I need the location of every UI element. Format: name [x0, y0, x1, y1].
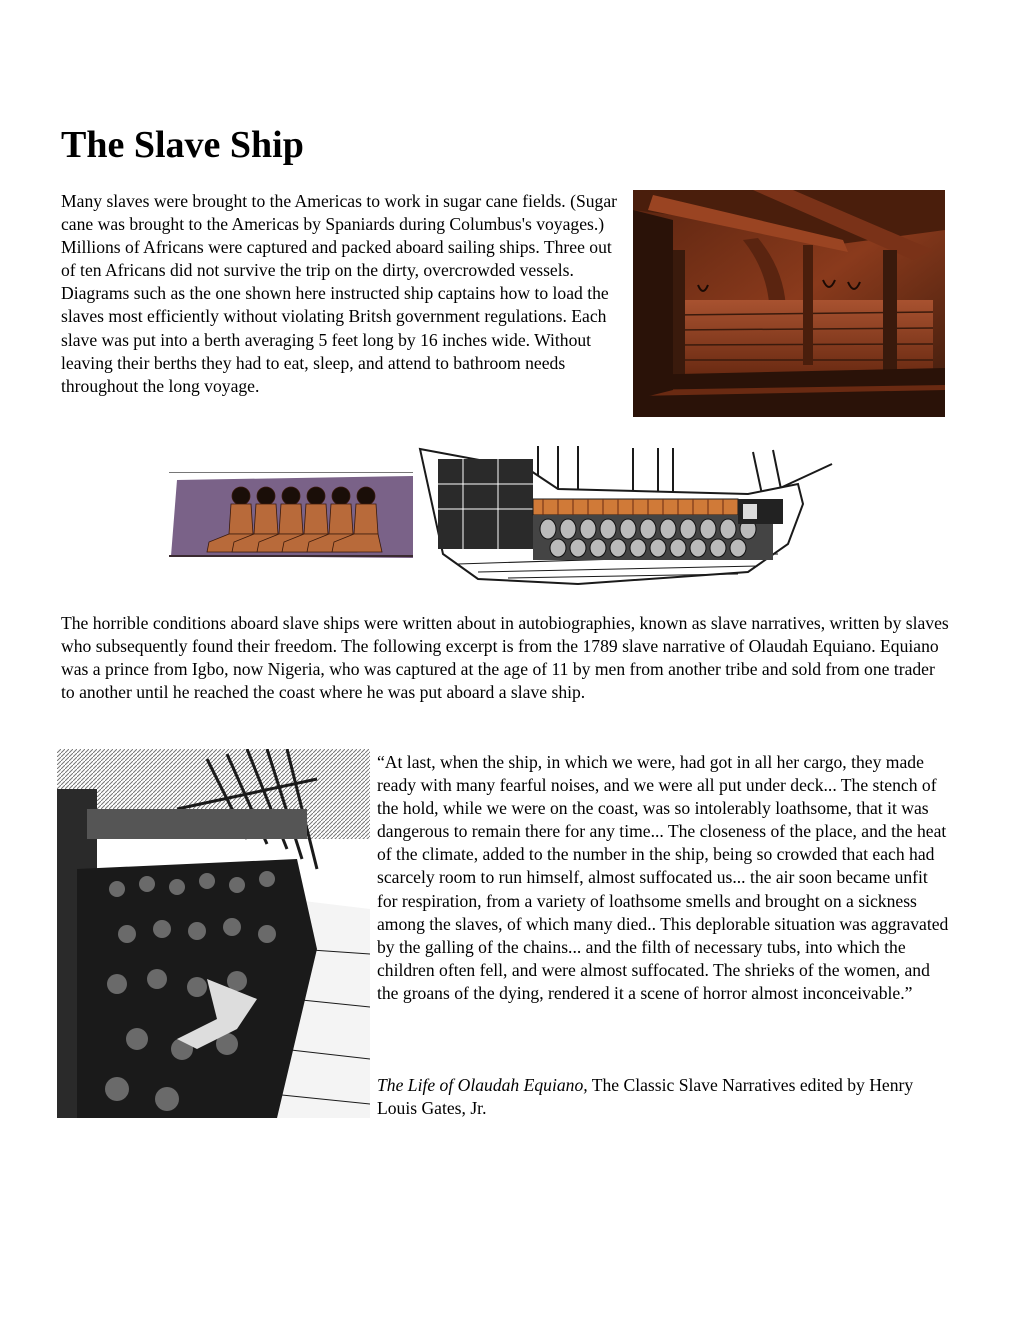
- quote-citation: [377, 1074, 951, 1120]
- page-title: The Slave Ship: [61, 124, 304, 166]
- ship-cross-section-diagram: [418, 444, 833, 588]
- equiano-quote: “At last, when the ship, in which we were, had got in all her cargo, they made ready with many fearful noises, and we were all put under deck... The stench of the hold, while we were on the coast, was so intolerably loathsome, that it was dangerous to remain there for any time... The closeness of the place, and the heat of the climate, added to the number in the ship, being so crowded that each had scarcely room to run himself, almost suffocated us... the air soon became unfit for respiration, from a variety of loathsome smells and brought on a sickness among the slaves, of which many died.. This deplorable situation was aggravated by the galling of the chains... and the filth of necessary tubs, into which the children often fell, and were almost suffocated. The shrieks of the women, and the groans of the dying, rendered it a scene of horror almost inconceivable.”: [377, 752, 949, 1003]
- ship-hold-photo: [633, 190, 945, 417]
- slave-deck-engraving: [57, 749, 370, 1118]
- citation-source: The Classic Slave Narratives edited by Henry Louis Gates, Jr.: [377, 1075, 914, 1119]
- intro-paragraph: Many slaves were brought to the Americas to work in sugar cane fields. (Sugar cane was brought to the Americas by Spaniards during Columbus's voyages.) Millions of Africans were captured and packed aboard sailing ships. Three out of ten Africans did not survive the trip on the dirty, overcrowded vessels. Diagrams such as the one shown here instructed ship captains how to load the slaves most efficiently without violating Britsh government regulations. Each slave was put into a berth averaging 5 feet long by 16 inches wide. Without leaving their berths they had to eat, sleep, and attend to bathroom needs throughout the long voyage.: [61, 191, 618, 396]
- citation-book-title: The Life of Olaudah Equiano,: [377, 1075, 588, 1095]
- seated-slaves-illustration: [169, 472, 413, 560]
- narratives-paragraph: The horrible conditions aboard slave ships were written about in autobiographies, known as slave narratives, written by slaves who subsequently found their freedom. The following excerpt is from the 1789 slave narrative of Olaudah Equiano. Equiano was a prince from Igbo, now Nigeria, who was captured at the age of 11 by men from another tribe and sold from one trader to another until he reached the coast where he was put aboard a slave ship.: [61, 613, 949, 703]
